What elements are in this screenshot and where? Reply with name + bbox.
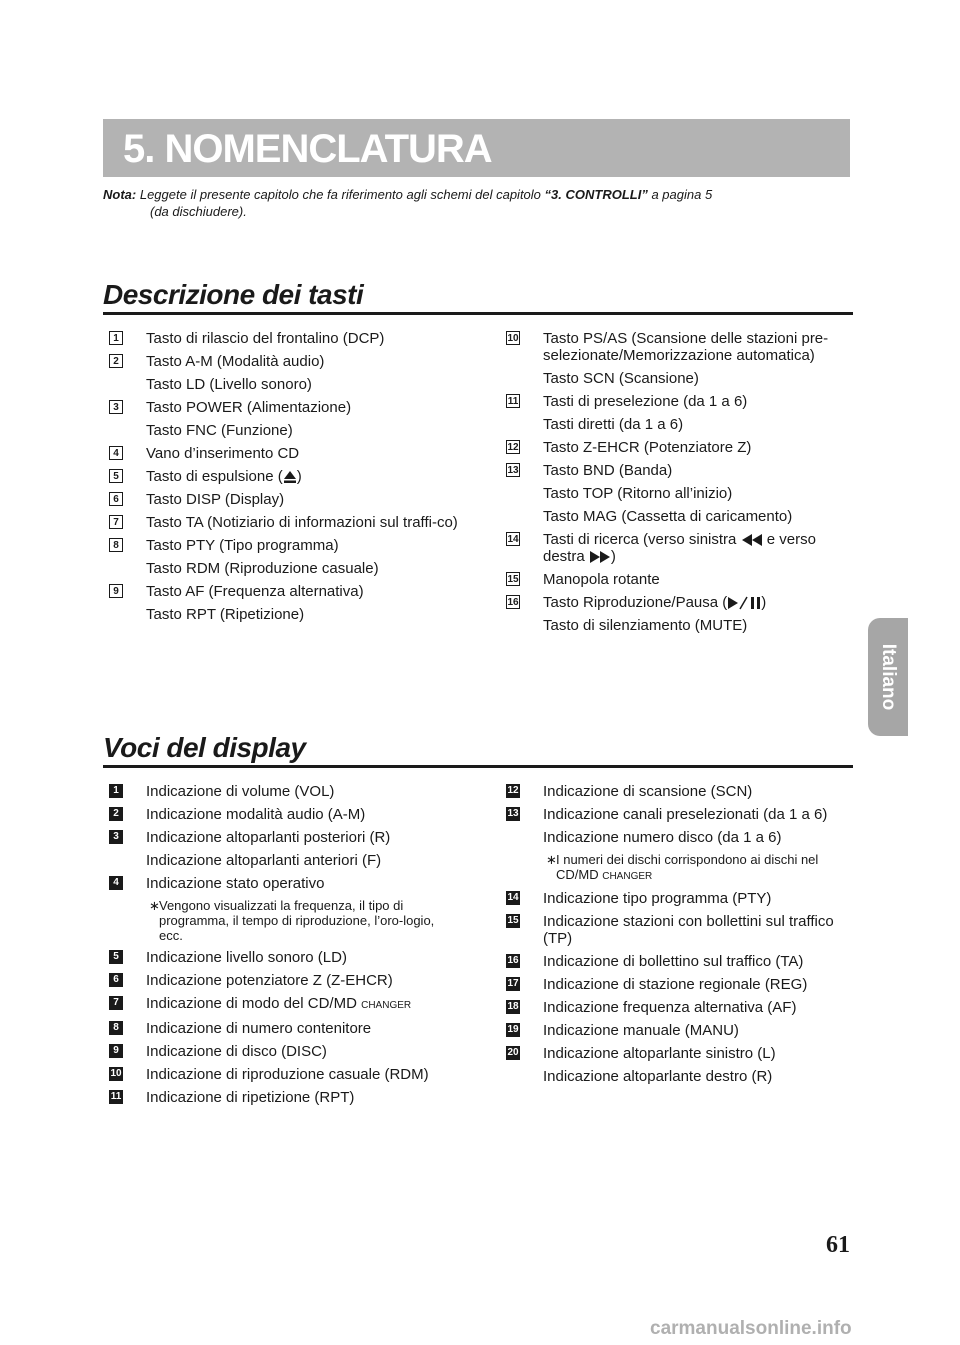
item-label: Indicazione stato operativo: [146, 875, 325, 892]
item-number-badge: 11: [110, 1091, 122, 1102]
item-sub-label: Indicazione altoparlanti anteriori (F): [146, 852, 382, 869]
item-label-end: ): [761, 594, 767, 611]
list-item: [506, 1045, 856, 1062]
item-label: Tasto POWER (Alimentazione): [146, 399, 352, 416]
asterisk-icon: ∗: [149, 898, 160, 913]
footnote-text-main: I numeri dei dischi corrispondono ai dischi nel CD/MD: [556, 852, 819, 882]
item-sub-label: Tasto FNC (Funzione): [146, 422, 293, 439]
footnote: [109, 898, 459, 943]
section-header-tasti: [103, 278, 853, 315]
item-label: Indicazione di ripetizione (RPT): [146, 1089, 355, 1106]
item-number-badge: 20: [507, 1047, 519, 1058]
item-number-badge: 7: [109, 996, 123, 1010]
list-item: [109, 1043, 459, 1060]
item-number-badge: 9: [109, 584, 123, 598]
item-number-badge: 6: [109, 492, 123, 506]
item-label: Tasto Z-EHCR (Potenziatore Z): [543, 439, 752, 456]
note-text-line2: (da dischiudere).: [150, 204, 247, 219]
section-header-display: [103, 731, 853, 768]
rewind-icon: [741, 533, 763, 547]
item-label: Tasto A-M (Modalità audio): [146, 353, 325, 370]
list-item: [506, 976, 856, 993]
item-number-badge: 15: [507, 574, 519, 585]
asterisk-icon: ∗: [546, 852, 557, 867]
item-number-badge: 14: [507, 534, 519, 545]
list-item: [109, 445, 459, 462]
item-sub-label: Tasto LD (Livello sonoro): [146, 376, 312, 393]
item-label: Indicazione di disco (DISC): [146, 1043, 327, 1060]
item-number-badge: 16: [507, 955, 519, 966]
list-item: [109, 1066, 459, 1083]
list-item: [109, 330, 459, 347]
item-number-badge: 2: [109, 354, 123, 368]
item-label: Tasto BND (Banda): [543, 462, 673, 479]
item-number-badge: 4: [109, 446, 123, 460]
footnote-text: Vengono visualizzati la frequenza, il tipo di programma, il tempo di riproduzione, l’oro-logio, ecc.: [159, 898, 435, 943]
item-sub-label: Indicazione altoparlante destro (R): [543, 1068, 773, 1085]
item-number-badge: 14: [507, 892, 519, 903]
item-label: Tasto di rilascio del frontalino (DCP): [146, 330, 385, 347]
tasti-column-left: [109, 330, 459, 629]
list-item: [109, 1020, 459, 1037]
item-number-badge: 7: [109, 515, 123, 529]
item-label: Indicazione di modo del CD/MD: [146, 995, 357, 1012]
item-sub-label: Tasto SCN (Scansione): [543, 370, 699, 387]
list-item: [109, 353, 459, 370]
tasti-column-right: [506, 330, 856, 640]
item-label: Indicazione di numero contenitore: [146, 1020, 372, 1037]
item-label: Tasti di preselezione (da 1 a 6): [543, 393, 748, 410]
item-label: Indicazione di volume (VOL): [146, 783, 335, 800]
item-sub-label: Tasti diretti (da 1 a 6): [543, 416, 684, 433]
item-label: Indicazione di scansione (SCN): [543, 783, 753, 800]
list-item: [109, 491, 459, 508]
list-item: [506, 393, 856, 410]
chapter-title: 5. NOMENCLATURA: [123, 127, 492, 171]
language-label: Italiano: [878, 643, 899, 711]
item-label: Indicazione stazioni con bollettini sul traffico (TP): [543, 913, 834, 947]
list-item: [506, 462, 856, 479]
list-item: [109, 468, 459, 485]
item-label-end: ): [296, 468, 302, 485]
item-number-badge: 8: [109, 538, 123, 552]
footnote-text-small: CHANGER: [602, 871, 653, 882]
list-item: [109, 949, 459, 966]
play-pause-icon: [727, 596, 761, 610]
item-label: Indicazione di riproduzione casuale (RDM): [146, 1066, 429, 1083]
item-sub-label: Tasto RDM (Riproduzione casuale): [146, 560, 379, 577]
language-side-tab: [868, 618, 908, 736]
footnote: [506, 852, 856, 884]
list-item: [109, 1089, 459, 1106]
item-label: Indicazione tipo programma (PTY): [543, 890, 772, 907]
list-item: [506, 330, 856, 364]
item-number-badge: 3: [109, 400, 123, 414]
item-number-badge: 10: [110, 1068, 122, 1079]
list-item: [506, 953, 856, 970]
list-item: [506, 999, 856, 1016]
item-number-badge: 8: [109, 1021, 123, 1035]
item-label-mid: e verso destra: [543, 531, 816, 565]
section-title-display: Voci del display: [103, 732, 306, 763]
display-column-right: [506, 783, 856, 1091]
item-number-badge: 9: [109, 1044, 123, 1058]
watermark: carmanualsonline.info: [650, 1318, 852, 1339]
item-number-badge: 15: [507, 915, 519, 926]
list-item: [109, 783, 459, 800]
item-number-badge: 13: [507, 465, 519, 476]
list-item: [109, 972, 459, 989]
item-label: Manopola rotante: [543, 571, 660, 588]
item-label: Tasto PTY (Tipo programma): [146, 537, 339, 554]
item-number-badge: 10: [507, 333, 519, 344]
chapter-title-bar: [103, 119, 850, 177]
item-label: Indicazione potenziatore Z (Z-EHCR): [146, 972, 393, 989]
list-item: [506, 571, 856, 588]
item-sub-label: Tasto RPT (Ripetizione): [146, 606, 305, 623]
item-sub-label: Tasto di silenziamento (MUTE): [543, 617, 748, 634]
list-item: [506, 806, 856, 823]
item-number-badge: 5: [109, 950, 123, 964]
footnote-text: [543, 852, 856, 884]
note-reference: “3. CONTROLLI”: [544, 187, 648, 202]
list-item: [506, 594, 856, 611]
item-label: Tasto di espulsione (: [146, 468, 283, 485]
list-item: [109, 514, 459, 531]
item-number-badge: 13: [507, 808, 519, 819]
item-label: Tasti di ricerca (verso sinistra: [543, 531, 737, 548]
list-item: [506, 783, 856, 800]
item-label: Indicazione frequenza alternativa (AF): [543, 999, 797, 1016]
list-item: [506, 531, 856, 565]
fast-forward-icon: [589, 550, 611, 564]
item-number-badge: 3: [109, 830, 123, 844]
list-item: [506, 439, 856, 456]
item-number-badge: 1: [109, 331, 123, 345]
item-number-badge: 2: [109, 807, 123, 821]
item-label: Indicazione altoparlanti posteriori (R): [146, 829, 391, 846]
item-sub-label: Tasto TOP (Ritorno all’inizio): [543, 485, 733, 502]
section-title-tasti: Descrizione dei tasti: [103, 279, 364, 310]
item-label: Tasto PS/AS (Scansione delle stazioni pre-selezionate/Memorizzazione automatica): [543, 330, 829, 364]
item-label: Vano d’inserimento CD: [146, 445, 300, 462]
list-item: [506, 913, 856, 947]
list-item: [109, 399, 459, 416]
item-number-badge: 18: [507, 1001, 519, 1012]
item-sub-label: Tasto MAG (Cassetta di caricamento): [543, 508, 793, 525]
item-number-badge: 12: [507, 442, 519, 453]
item-label: Indicazione di stazione regionale (REG): [543, 976, 808, 993]
note: [103, 186, 853, 220]
item-label: Tasto DISP (Display): [146, 491, 285, 508]
item-label: Indicazione altoparlante sinistro (L): [543, 1045, 776, 1062]
page-number: 61: [826, 1232, 850, 1258]
item-label: Tasto AF (Frequenza alternativa): [146, 583, 364, 600]
item-label: Indicazione canali preselezionati (da 1 a 6): [543, 806, 828, 823]
eject-icon: [283, 470, 297, 484]
list-item: [109, 995, 459, 1014]
item-number-badge: 1: [109, 784, 123, 798]
list-item: [109, 829, 459, 846]
item-label: Indicazione livello sonoro (LD): [146, 949, 347, 966]
note-text-after: a pagina 5: [651, 187, 713, 202]
list-item: [109, 537, 459, 554]
item-label: Tasto Riproduzione/Pausa (: [543, 594, 728, 611]
list-item: [109, 583, 459, 600]
item-number-badge: 6: [109, 973, 123, 987]
item-label: Tasto TA (Notiziario di informazioni sul traffi-co): [146, 514, 458, 531]
list-item: [506, 1022, 856, 1039]
item-number-badge: 16: [507, 597, 519, 608]
item-label: Indicazione modalità audio (A-M): [146, 806, 366, 823]
item-label-end: ): [610, 548, 616, 565]
item-number-badge: 11: [507, 396, 519, 407]
note-text: Leggete il presente capitolo che fa riferimento agli schemi del capitolo: [139, 187, 541, 202]
list-item: [109, 875, 459, 892]
item-number-badge: 17: [507, 978, 519, 989]
item-number-badge: 4: [109, 876, 123, 890]
display-column-left: [109, 783, 459, 1112]
list-item: [109, 806, 459, 823]
note-label: Nota:: [103, 187, 137, 202]
item-number-badge: 19: [507, 1024, 519, 1035]
item-label-small: CHANGER: [361, 1000, 412, 1011]
list-item: [506, 890, 856, 907]
item-number-badge: 5: [109, 469, 123, 483]
item-label: Indicazione manuale (MANU): [543, 1022, 739, 1039]
item-label: Indicazione di bollettino sul traffico (TA): [543, 953, 804, 970]
item-number-badge: 12: [507, 785, 519, 796]
item-sub-label: Indicazione numero disco (da 1 a 6): [543, 829, 782, 846]
